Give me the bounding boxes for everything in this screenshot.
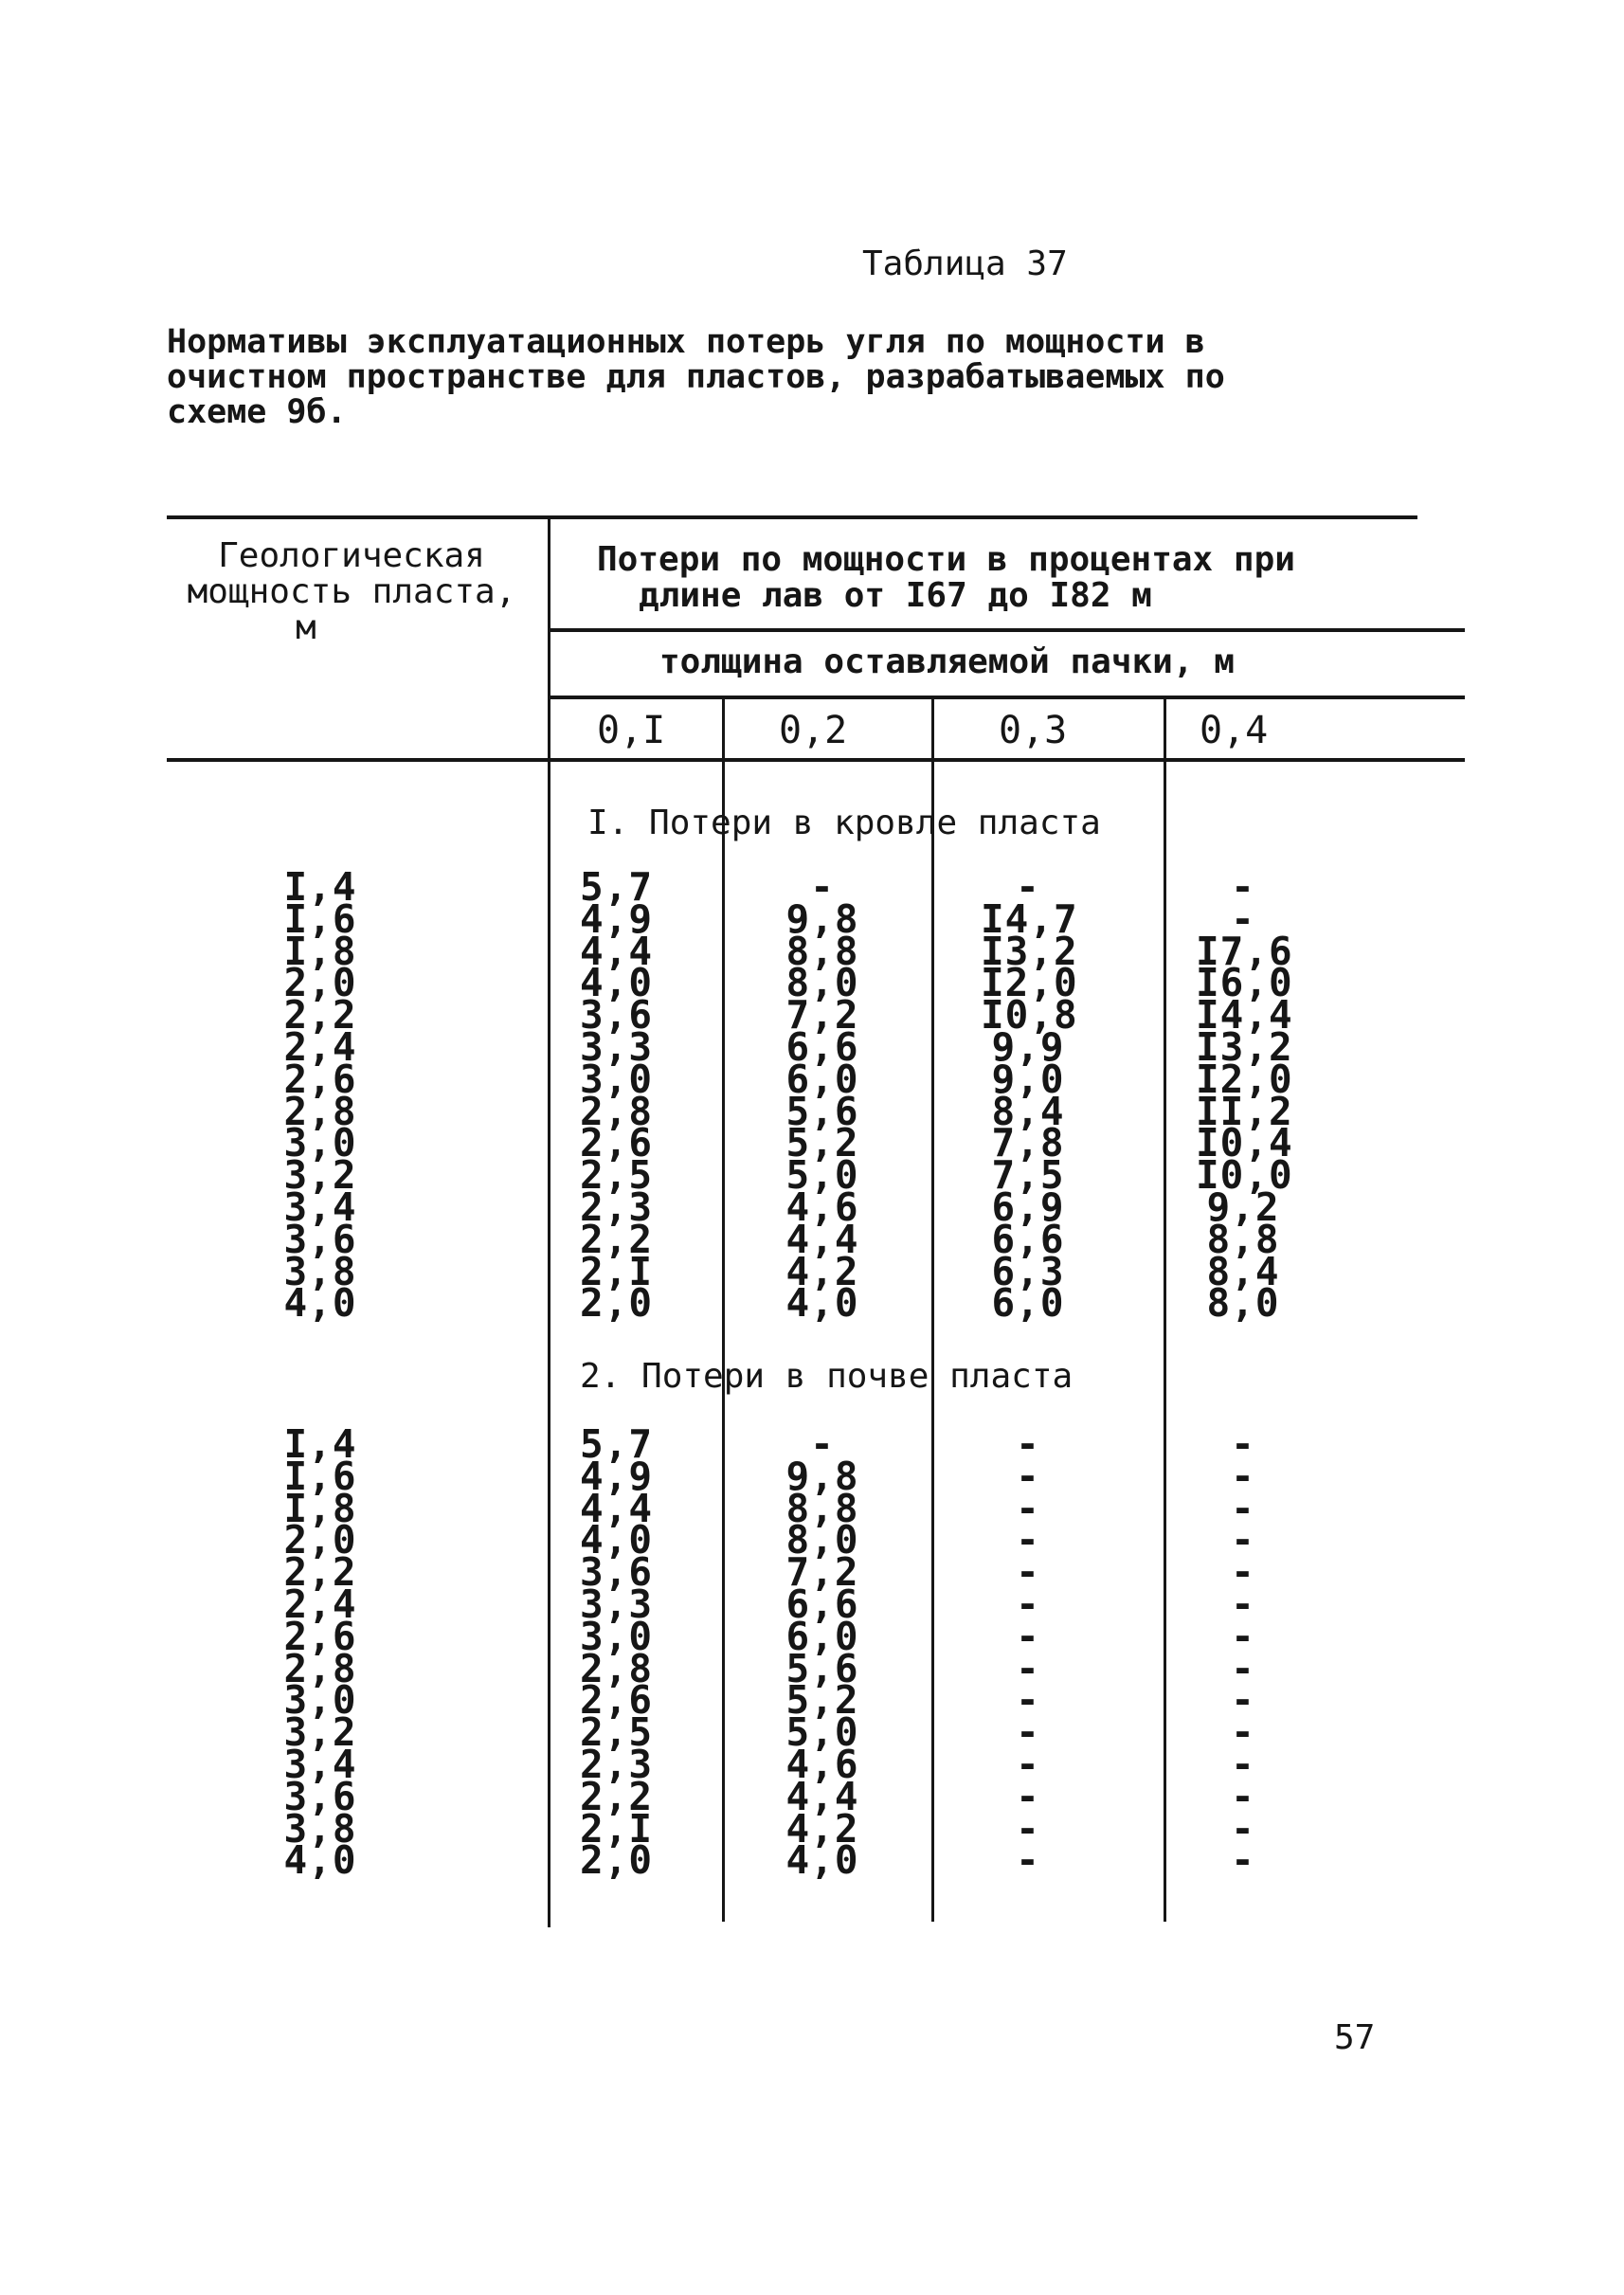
table-cell: - [1016, 1517, 1040, 1563]
table-cell: 3,2 [283, 1152, 357, 1199]
table-cell: 4,0 [580, 1517, 654, 1563]
table-cell: 2,3 [580, 1741, 654, 1787]
table-cell: 5,6 [785, 1645, 859, 1691]
table-cell: 2,8 [580, 1645, 654, 1691]
table-cell: 3,0 [580, 1613, 654, 1659]
table-cell: 4,0 [785, 1280, 859, 1327]
table-cell: 6,0 [785, 1613, 859, 1659]
table-cell: 2,4 [283, 1581, 357, 1627]
table-cell: - [1231, 1773, 1255, 1819]
table-cell: - [1231, 1581, 1255, 1627]
header-losses-line-2: длине лав от I67 до I82 м [639, 576, 1152, 615]
col-head-0-1: 0,I [597, 709, 666, 752]
table-cell: 4,0 [283, 1280, 357, 1327]
table-cell: 2,6 [580, 1677, 654, 1724]
table-cell: I0,0 [1196, 1152, 1293, 1199]
table-cell: 6,0 [991, 1280, 1065, 1327]
table-cell: 4,0 [785, 1837, 859, 1884]
table-cell: 9,0 [991, 1056, 1065, 1102]
s2-col-0-2 [775, 1421, 870, 1884]
table-cell: 2,0 [283, 960, 357, 1006]
table-cell: - [1016, 1421, 1040, 1467]
table-cell: - [1016, 1709, 1040, 1756]
table-cell: - [1231, 1645, 1255, 1691]
table-cell: - [1231, 1421, 1255, 1467]
table-cell: I3,2 [981, 928, 1078, 974]
table-cell: 3,6 [283, 1216, 357, 1262]
table-cell: - [1231, 1485, 1255, 1531]
table-cell: 6,6 [785, 1581, 859, 1627]
table-cell: 4,6 [785, 1184, 859, 1230]
table-cell: - [1231, 1549, 1255, 1596]
table-cell: 3,8 [283, 1248, 357, 1294]
table-cell: 2,8 [283, 1088, 357, 1134]
table-cell: 2,0 [283, 1517, 357, 1563]
table-cell: I,8 [283, 928, 357, 974]
table-cell: 8,8 [785, 928, 859, 974]
table-cell: - [1016, 864, 1040, 910]
table-cell: - [1231, 1837, 1255, 1884]
table-caption [167, 325, 1285, 430]
col-divider-3 [1164, 699, 1166, 1922]
table-cell: 3,0 [283, 1677, 357, 1724]
table-top-rule [167, 515, 1417, 519]
header-left-line-3: м [296, 608, 316, 647]
header-left-line-2: мощность пласта, [187, 572, 516, 611]
table-cell: I,6 [283, 895, 357, 942]
table-cell: I4,7 [981, 895, 1078, 942]
table-cell: I7,6 [1196, 928, 1293, 974]
table-cell: - [1016, 1805, 1040, 1852]
left-column-divider [548, 515, 550, 1927]
table-cell: 5,0 [785, 1152, 859, 1199]
header-left-line-1: Геологическая [218, 536, 485, 575]
table-cell: - [1016, 1613, 1040, 1659]
table-cell: 3,6 [580, 992, 654, 1039]
table-cell: 3,3 [580, 1023, 654, 1070]
table-cell: 2,2 [580, 1216, 654, 1262]
table-cell: 8,8 [785, 1485, 859, 1531]
table-cell: 8,8 [1206, 1216, 1280, 1262]
table-cell: 9,2 [1206, 1184, 1280, 1230]
table-cell: 3,6 [283, 1773, 357, 1819]
table-cell: 2,I [580, 1248, 654, 1294]
table-cell: - [1231, 1453, 1255, 1499]
table-cell: 6,0 [785, 1056, 859, 1102]
table-cell: 2,4 [283, 1023, 357, 1070]
col-divider-2 [931, 699, 934, 1922]
table-cell: - [1231, 1677, 1255, 1724]
table-cell: 7,5 [991, 1152, 1065, 1199]
table-cell: 4,4 [785, 1773, 859, 1819]
table-cell: - [1231, 864, 1255, 910]
header-losses [597, 542, 1450, 614]
table-cell: 2,5 [580, 1152, 654, 1199]
table-cell: 7,8 [991, 1120, 1065, 1166]
table-cell: 2,6 [283, 1056, 357, 1102]
page-number: 57 [1334, 2018, 1376, 2057]
table-cell: - [1231, 1709, 1255, 1756]
table-cell: - [1016, 1581, 1040, 1627]
caption-line-2: очистном пространстве для пластов, разрабатываемых по [167, 358, 1225, 396]
table-cell: 4,4 [785, 1216, 859, 1262]
table-cell: I0,4 [1196, 1120, 1293, 1166]
table-cell: 4,9 [580, 895, 654, 942]
table-cell: 3,4 [283, 1184, 357, 1230]
s2-col-0-1 [580, 1421, 675, 1884]
s1-col-0-2 [775, 864, 870, 1327]
section-title-roof: I. Потери в кровле пласта [587, 804, 1101, 842]
section-title-floor: 2. Потери в почве пласта [580, 1357, 1074, 1396]
table-cell: 6,3 [991, 1248, 1065, 1294]
table-cell: 9,8 [785, 1453, 859, 1499]
table-cell: 3,8 [283, 1805, 357, 1852]
header-geological-thickness [167, 538, 536, 646]
header-rule-2 [548, 696, 1465, 699]
table-cell: I4,4 [1196, 992, 1293, 1039]
table-cell: 4,0 [580, 960, 654, 1006]
table-label: Таблица 37 [862, 244, 1068, 283]
table-cell: 4,6 [785, 1741, 859, 1787]
table-cell: 5,0 [785, 1709, 859, 1756]
table-cell: I,8 [283, 1485, 357, 1531]
table-cell: I0,8 [981, 992, 1078, 1039]
caption-line-3: схеме 9б. [167, 393, 347, 431]
s1-col-0-3 [981, 864, 1078, 1327]
table-cell: 9,9 [991, 1023, 1065, 1070]
table-cell: 4,2 [785, 1805, 859, 1852]
table-cell: - [1231, 895, 1255, 942]
table-cell: 5,7 [580, 864, 654, 910]
s1-col-0-4 [1196, 864, 1293, 1327]
col-divider-1 [722, 699, 725, 1922]
header-bottom-rule [167, 758, 1465, 762]
table-cell: 4,0 [283, 1837, 357, 1884]
table-cell: 2,2 [283, 1549, 357, 1596]
table-cell: 3,0 [580, 1056, 654, 1102]
header-thickness: толщина оставляемой пачки, м [659, 642, 1235, 681]
table-cell: - [1231, 1613, 1255, 1659]
table-cell: 9,8 [785, 895, 859, 942]
table-cell: 8,4 [991, 1088, 1065, 1134]
header-rule-1 [548, 628, 1465, 632]
table-cell: 4,9 [580, 1453, 654, 1499]
table-cell: 8,4 [1206, 1248, 1280, 1294]
table-cell: - [1016, 1773, 1040, 1819]
table-cell: 2,6 [580, 1120, 654, 1166]
table-cell: 2,0 [580, 1837, 654, 1884]
table-cell: 7,2 [785, 992, 859, 1039]
table-cell: 2,0 [580, 1280, 654, 1327]
s2-col-0-3 [981, 1421, 1075, 1884]
table-cell: II,2 [1196, 1088, 1293, 1134]
table-cell: I,4 [283, 864, 357, 910]
table-cell: 4,2 [785, 1248, 859, 1294]
s1-col-thickness [268, 864, 372, 1327]
table-cell: 6,6 [785, 1023, 859, 1070]
table-cell: 4,4 [580, 1485, 654, 1531]
table-cell: 2,2 [283, 992, 357, 1039]
table-cell: 4,4 [580, 928, 654, 974]
table-cell: - [1016, 1485, 1040, 1531]
table-cell: 8,0 [1206, 1280, 1280, 1327]
table-cell: 3,6 [580, 1549, 654, 1596]
table-cell: 6,6 [991, 1216, 1065, 1262]
s2-col-thickness [268, 1421, 372, 1884]
col-head-0-3: 0,3 [999, 709, 1068, 752]
table-cell: 8,0 [785, 1517, 859, 1563]
table-cell: 8,0 [785, 960, 859, 1006]
table-cell: - [1231, 1517, 1255, 1563]
table-cell: 5,6 [785, 1088, 859, 1134]
table-cell: - [1231, 1805, 1255, 1852]
s1-col-0-1 [580, 864, 675, 1327]
table-cell: 3,4 [283, 1741, 357, 1787]
table-cell: - [1016, 1645, 1040, 1691]
table-cell: 5,2 [785, 1677, 859, 1724]
table-cell: 2,3 [580, 1184, 654, 1230]
table-cell: 7,2 [785, 1549, 859, 1596]
table-cell: 2,5 [580, 1709, 654, 1756]
table-cell: 2,I [580, 1805, 654, 1852]
table-cell: 3,3 [580, 1581, 654, 1627]
table-cell: - [1016, 1549, 1040, 1596]
table-cell: I6,0 [1196, 960, 1293, 1006]
table-cell: I2,0 [1196, 1056, 1293, 1102]
table-cell: 2,2 [580, 1773, 654, 1819]
table-cell: - [810, 1421, 835, 1467]
s2-col-0-4 [1196, 1421, 1290, 1884]
col-head-0-2: 0,2 [779, 709, 848, 752]
header-losses-line-1: Потери по мощности в процентах при [597, 540, 1295, 579]
table-cell: I3,2 [1196, 1023, 1293, 1070]
table-cell: - [1016, 1677, 1040, 1724]
table-cell: 6,9 [991, 1184, 1065, 1230]
table-cell: 5,2 [785, 1120, 859, 1166]
table-cell: - [1016, 1837, 1040, 1884]
table-cell: 3,0 [283, 1120, 357, 1166]
caption-line-1: Нормативы эксплуатационных потерь угля по мощности в [167, 323, 1205, 361]
table-cell: I,6 [283, 1453, 357, 1499]
table-cell: I,4 [283, 1421, 357, 1467]
table-cell: 2,6 [283, 1613, 357, 1659]
table-cell: 5,7 [580, 1421, 654, 1467]
table-cell: I2,0 [981, 960, 1078, 1006]
table-cell: - [1016, 1741, 1040, 1787]
table-cell: 2,8 [580, 1088, 654, 1134]
table-cell: 3,2 [283, 1709, 357, 1756]
table-cell: - [810, 864, 835, 910]
table-cell: 2,8 [283, 1645, 357, 1691]
col-head-0-4: 0,4 [1200, 709, 1269, 752]
table-cell: - [1016, 1453, 1040, 1499]
table-cell: - [1231, 1741, 1255, 1787]
